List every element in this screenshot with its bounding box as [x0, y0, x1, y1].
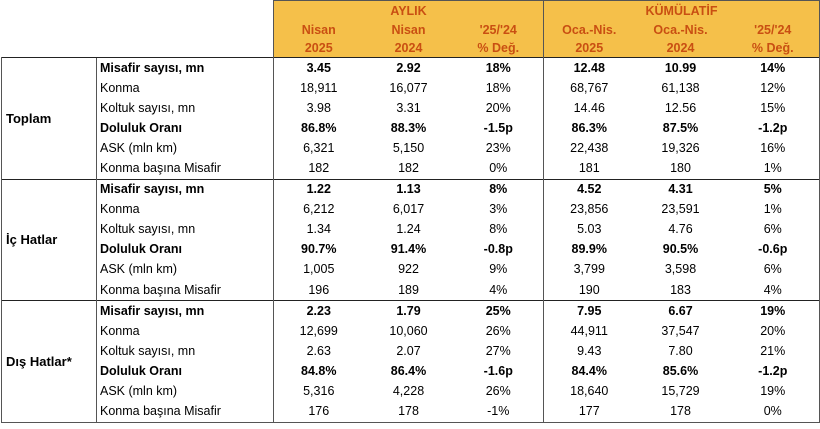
value-cell: 177	[544, 402, 635, 423]
value-cell: 7.80	[668, 343, 693, 358]
value-cell: 86.4%	[390, 363, 427, 378]
value-cell: 183	[670, 282, 691, 297]
value-cell: 23%	[485, 140, 511, 155]
table-row	[2, 321, 820, 341]
value-cell: 1.34	[274, 220, 364, 240]
table-row	[2, 200, 820, 220]
value-cell: 12.48	[544, 58, 635, 79]
value-cell: 1%	[727, 200, 820, 220]
metric-label: Konma başına Misafir	[97, 402, 274, 423]
value-cell: 18,640	[544, 382, 635, 402]
value-cell: 4,228	[392, 384, 425, 399]
value-cell: 44,911	[544, 321, 635, 341]
table-row	[2, 118, 820, 138]
col-header-top: '25/'24	[727, 21, 820, 39]
value-cell: 176	[274, 402, 364, 423]
value-cell: -1.2p	[727, 118, 820, 138]
value-cell: -1.2p	[727, 361, 820, 381]
value-cell: 91.4%	[390, 242, 427, 257]
col-header-top: Nisan	[364, 21, 454, 39]
metric-label: Doluluk Oranı	[97, 118, 274, 138]
value-cell: 6,017	[392, 202, 425, 217]
traffic-stats-table	[1, 0, 820, 423]
value-cell: 85.6%	[662, 363, 699, 378]
col-header-bottom: % Değ.	[727, 39, 820, 58]
value-cell: 26%	[485, 384, 511, 399]
value-cell: 20%	[485, 100, 511, 115]
metric-label: Misafir sayısı, mn	[97, 301, 274, 322]
value-cell: 182	[398, 161, 419, 176]
metric-label: Koltuk sayısı, mn	[97, 220, 274, 240]
value-cell: 21%	[727, 341, 820, 361]
value-cell: 1%	[727, 158, 820, 179]
value-cell: 3%	[489, 202, 508, 217]
value-cell: 1.79	[364, 301, 454, 322]
value-cell: 6.67	[635, 301, 727, 322]
table-row	[2, 240, 820, 260]
value-cell: 2.23	[274, 301, 364, 322]
value-cell: 8%	[454, 179, 544, 200]
value-cell: 6%	[727, 260, 820, 280]
metric-label: ASK (mln km)	[97, 138, 274, 158]
table-row	[2, 220, 820, 240]
value-cell: 9%	[489, 262, 508, 277]
metric-label: Doluluk Oranı	[97, 240, 274, 260]
value-cell: 190	[544, 280, 635, 301]
value-cell: 3,598	[664, 262, 697, 277]
value-cell: 2.92	[364, 58, 454, 79]
value-cell: 178	[635, 402, 727, 423]
value-cell: 10,060	[389, 323, 428, 338]
value-cell: 27%	[485, 343, 511, 358]
value-cell: 4.52	[544, 179, 635, 200]
value-cell: 22,438	[544, 138, 635, 158]
value-cell: -0.6p	[727, 240, 820, 260]
value-cell: 87.5%	[662, 120, 699, 135]
value-cell: 14.46	[544, 98, 635, 118]
value-cell: 15%	[727, 98, 820, 118]
value-cell: 6,321	[274, 138, 364, 158]
value-cell: 7.95	[544, 301, 635, 322]
col-header-top: Oca.-Nis.	[635, 21, 727, 39]
value-cell: 4.31	[635, 179, 727, 200]
value-cell: 19%	[727, 301, 820, 322]
metric-label: Koltuk sayısı, mn	[97, 98, 274, 118]
value-cell: 9.43	[544, 341, 635, 361]
value-cell: 23,591	[661, 202, 700, 217]
value-cell: 5,150	[392, 140, 425, 155]
value-cell: 12%	[727, 78, 820, 98]
value-cell: -0.8p	[483, 242, 513, 257]
value-cell: 14%	[727, 58, 820, 79]
value-cell: 1.13	[364, 179, 454, 200]
value-cell: 2.63	[274, 341, 364, 361]
table-row	[2, 78, 820, 98]
table-row	[2, 158, 820, 179]
value-cell: 18%	[485, 80, 511, 95]
table-row	[2, 301, 820, 322]
value-cell: 4%	[727, 280, 820, 301]
cumulative-header: KÜMÜLATİF	[544, 1, 820, 22]
value-cell: 26%	[485, 323, 511, 338]
value-cell: 84.4%	[544, 361, 635, 381]
value-cell: 3.31	[396, 100, 421, 115]
value-cell: -1.5p	[483, 120, 513, 135]
value-cell: 180	[670, 161, 691, 176]
header-row-2	[2, 39, 820, 58]
metric-label: ASK (mln km)	[97, 382, 274, 402]
value-cell: 189	[398, 282, 419, 297]
value-cell: 18%	[454, 58, 544, 79]
value-cell: 86.8%	[274, 118, 364, 138]
value-cell: 37,547	[661, 323, 700, 338]
value-cell: 0%	[489, 161, 508, 176]
value-cell: 16%	[727, 138, 820, 158]
metric-label: Doluluk Oranı	[97, 361, 274, 381]
table-row	[2, 260, 820, 280]
col-header-bottom: 2024	[364, 39, 454, 58]
table-row	[2, 98, 820, 118]
col-header-bottom: 2025	[274, 39, 364, 58]
table-row	[2, 361, 820, 381]
value-cell: 84.8%	[274, 361, 364, 381]
metric-label: ASK (mln km)	[97, 260, 274, 280]
section-label: Dış Hatlar*	[2, 301, 97, 423]
value-cell: 20%	[727, 321, 820, 341]
table-row	[2, 280, 820, 301]
value-cell: 2.07	[396, 343, 421, 358]
col-header-top: '25/'24	[454, 21, 544, 39]
col-header-top: Nisan	[274, 21, 364, 39]
value-cell: 4%	[489, 282, 508, 297]
value-cell: 68,767	[544, 78, 635, 98]
metric-label: Misafir sayısı, mn	[97, 179, 274, 200]
value-cell: 89.9%	[544, 240, 635, 260]
value-cell: 19%	[727, 382, 820, 402]
monthly-header: AYLIK	[274, 1, 544, 22]
value-cell: -1.6p	[483, 363, 513, 378]
table-row	[2, 402, 820, 423]
section-label: İç Hatlar	[2, 179, 97, 301]
value-cell: 178	[364, 402, 454, 423]
value-cell: 90.5%	[662, 242, 699, 257]
header-row-1	[2, 21, 820, 39]
col-header-bottom: 2025	[544, 39, 635, 58]
value-cell: 12.56	[664, 100, 697, 115]
table-row	[2, 341, 820, 361]
value-cell: 1.22	[274, 179, 364, 200]
value-cell: 5,316	[274, 382, 364, 402]
value-cell: 6,212	[274, 200, 364, 220]
table-row	[2, 58, 820, 79]
value-cell: 1.24	[396, 222, 421, 237]
value-cell: 3.45	[274, 58, 364, 79]
value-cell: 16,077	[389, 80, 428, 95]
value-cell: 10.99	[635, 58, 727, 79]
metric-label: Misafir sayısı, mn	[97, 58, 274, 79]
value-cell: 0%	[727, 402, 820, 423]
value-cell: 23,856	[544, 200, 635, 220]
value-cell: 12,699	[274, 321, 364, 341]
value-cell: 8%	[489, 222, 508, 237]
value-cell: 86.3%	[544, 118, 635, 138]
value-cell: 3.98	[274, 98, 364, 118]
metric-label: Konma başına Misafir	[97, 158, 274, 179]
value-cell: 15,729	[661, 384, 700, 399]
value-cell: 6%	[727, 220, 820, 240]
value-cell: 88.3%	[390, 120, 427, 135]
value-cell: 182	[274, 158, 364, 179]
value-cell: 1,005	[274, 260, 364, 280]
value-cell: 61,138	[661, 80, 700, 95]
table-row	[2, 179, 820, 200]
col-header-top: Oca.-Nis.	[544, 21, 635, 39]
metric-label: Koltuk sayısı, mn	[97, 341, 274, 361]
col-header-bottom: % Değ.	[454, 39, 544, 58]
value-cell: 25%	[454, 301, 544, 322]
metric-label: Konma başına Misafir	[97, 280, 274, 301]
header-group-row	[2, 1, 820, 22]
section-label: Toplam	[2, 58, 97, 180]
value-cell: 5%	[727, 179, 820, 200]
metric-label: Konma	[97, 321, 274, 341]
metric-label: Konma	[97, 78, 274, 98]
value-cell: 922	[398, 262, 419, 277]
value-cell: 181	[544, 158, 635, 179]
value-cell: 196	[274, 280, 364, 301]
metric-label: Konma	[97, 200, 274, 220]
value-cell: 3,799	[544, 260, 635, 280]
value-cell: -1%	[454, 402, 544, 423]
table-row	[2, 382, 820, 402]
value-cell: 4.76	[668, 222, 693, 237]
col-header-bottom: 2024	[635, 39, 727, 58]
value-cell: 5.03	[544, 220, 635, 240]
value-cell: 90.7%	[274, 240, 364, 260]
value-cell: 19,326	[661, 140, 700, 155]
table-row	[2, 138, 820, 158]
value-cell: 18,911	[274, 78, 364, 98]
